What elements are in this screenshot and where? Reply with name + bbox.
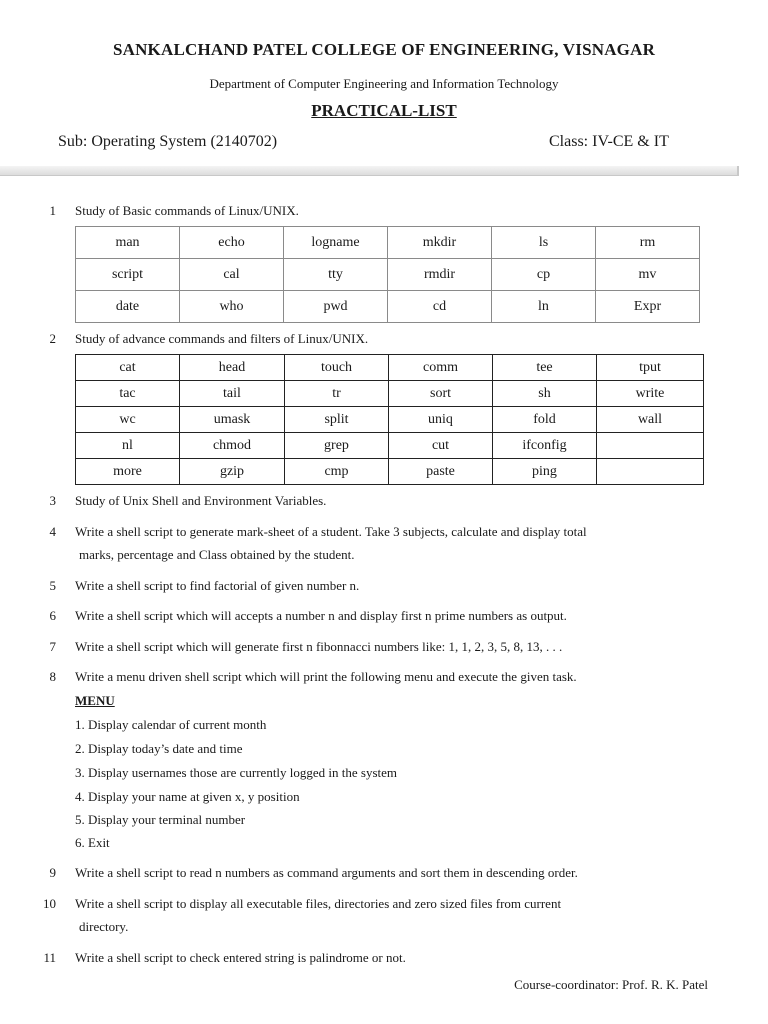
- item-number: 1: [49, 203, 56, 218]
- table-row: [76, 381, 704, 407]
- table-cell: tr: [285, 381, 389, 407]
- course-coordinator: Course-coordinator: Prof. R. K. Patel: [514, 977, 708, 992]
- table-cell: script: [76, 259, 180, 291]
- table-cell: cd: [388, 291, 492, 323]
- table-cell: cmp: [285, 459, 389, 485]
- item-number: 7: [49, 639, 56, 654]
- item-number: 6: [49, 608, 56, 623]
- table-cell: rmdir: [388, 259, 492, 291]
- item-text: Write a shell script which will accepts a number n and display first n prime numbers as output.: [75, 608, 567, 623]
- table-row: [76, 227, 700, 259]
- table-cell: cal: [180, 259, 284, 291]
- item-text: Write a shell script to find factorial of given number n.: [75, 578, 360, 593]
- basic-commands-table: [75, 226, 700, 323]
- table-cell: split: [285, 407, 389, 433]
- table-cell: head: [180, 355, 285, 381]
- table-cell: sh: [493, 381, 597, 407]
- item-text-continued: marks, percentage and Class obtained by the student.: [79, 547, 355, 562]
- item-text: Study of Unix Shell and Environment Variables.: [75, 493, 327, 508]
- item-text: Write a shell script to display all executable files, directories and zero sized files from current: [75, 896, 562, 911]
- table-cell: ln: [492, 291, 596, 323]
- menu-item: 5. Display your terminal number: [75, 812, 246, 827]
- table-cell: fold: [493, 407, 597, 433]
- table-cell: write: [597, 381, 704, 407]
- item-text: Study of advance commands and filters of Linux/UNIX.: [75, 331, 369, 346]
- table-row: [76, 291, 700, 323]
- table-cell: touch: [285, 355, 389, 381]
- item-number: 4: [49, 524, 56, 539]
- table-cell: rm: [596, 227, 700, 259]
- table-cell: comm: [389, 355, 493, 381]
- menu-item: 4. Display your name at given x, y position: [75, 789, 300, 804]
- item-number: 5: [49, 578, 56, 593]
- table-row: [76, 355, 704, 381]
- table-cell: paste: [389, 459, 493, 485]
- table-cell: sort: [389, 381, 493, 407]
- table-cell: nl: [76, 433, 180, 459]
- menu-item: 2. Display today’s date and time: [75, 741, 243, 756]
- table-cell: umask: [180, 407, 285, 433]
- table-cell: cat: [76, 355, 180, 381]
- menu-item: 1. Display calendar of current month: [75, 717, 267, 732]
- item-text: Write a menu driven shell script which will print the following menu and execute the given task.: [75, 669, 577, 684]
- table-cell: [597, 433, 704, 459]
- item-number: 8: [49, 669, 56, 684]
- table-cell: tail: [180, 381, 285, 407]
- table-row: [76, 259, 700, 291]
- item-number: 3: [49, 493, 56, 508]
- table-cell: pwd: [284, 291, 388, 323]
- subject-label: Sub: Operating System (2140702): [58, 133, 278, 150]
- table-cell: gzip: [180, 459, 285, 485]
- table-cell: mkdir: [388, 227, 492, 259]
- table-cell: who: [180, 291, 284, 323]
- table-cell: tty: [284, 259, 388, 291]
- table-cell: wall: [597, 407, 704, 433]
- table-cell: grep: [285, 433, 389, 459]
- header-divider: [0, 166, 739, 176]
- table-cell: tee: [493, 355, 597, 381]
- document-title: PRACTICAL-LIST: [311, 101, 457, 120]
- table-cell: mv: [596, 259, 700, 291]
- item-text-continued: directory.: [79, 919, 129, 934]
- item-text: Study of Basic commands of Linux/UNIX.: [75, 203, 299, 218]
- item-text: Write a shell script which will generate first n fibonnacci numbers like: 1, 1, 2, 3, 5, 8, 13, . . .: [75, 639, 563, 654]
- table-cell: ls: [492, 227, 596, 259]
- table-cell: tput: [597, 355, 704, 381]
- table-cell: cut: [389, 433, 493, 459]
- item-number: 10: [43, 896, 56, 911]
- table-cell: [597, 459, 704, 485]
- class-label: Class: IV-CE & IT: [549, 133, 669, 150]
- table-row: [76, 433, 704, 459]
- item-text: Write a shell script to check entered string is palindrome or not.: [75, 950, 406, 965]
- table-cell: wc: [76, 407, 180, 433]
- table-cell: chmod: [180, 433, 285, 459]
- table-cell: Expr: [596, 291, 700, 323]
- menu-heading: MENU: [75, 693, 115, 708]
- table-cell: ping: [493, 459, 597, 485]
- table-cell: more: [76, 459, 180, 485]
- table-cell: echo: [180, 227, 284, 259]
- table-cell: tac: [76, 381, 180, 407]
- table-cell: date: [76, 291, 180, 323]
- table-cell: logname: [284, 227, 388, 259]
- table-row: [76, 459, 704, 485]
- table-cell: man: [76, 227, 180, 259]
- table-cell: uniq: [389, 407, 493, 433]
- college-name: SANKALCHAND PATEL COLLEGE OF ENGINEERING, VISNAGAR: [112, 40, 656, 59]
- table-cell: cp: [492, 259, 596, 291]
- item-number: 11: [43, 950, 56, 965]
- menu-item: 6. Exit: [75, 835, 110, 850]
- item-number: 2: [49, 331, 56, 346]
- department-name: Department of Computer Engineering and Information Technology: [209, 76, 559, 91]
- advance-commands-table: [75, 354, 704, 485]
- item-text: Write a shell script to read n numbers as command arguments and sort them in descending order.: [75, 865, 578, 880]
- table-row: [76, 407, 704, 433]
- item-number: 9: [49, 865, 56, 880]
- menu-item: 3. Display usernames those are currently logged in the system: [75, 765, 398, 780]
- table-cell: ifconfig: [493, 433, 597, 459]
- item-text: Write a shell script to generate mark-sheet of a student. Take 3 subjects, calculate and display total: [75, 524, 587, 539]
